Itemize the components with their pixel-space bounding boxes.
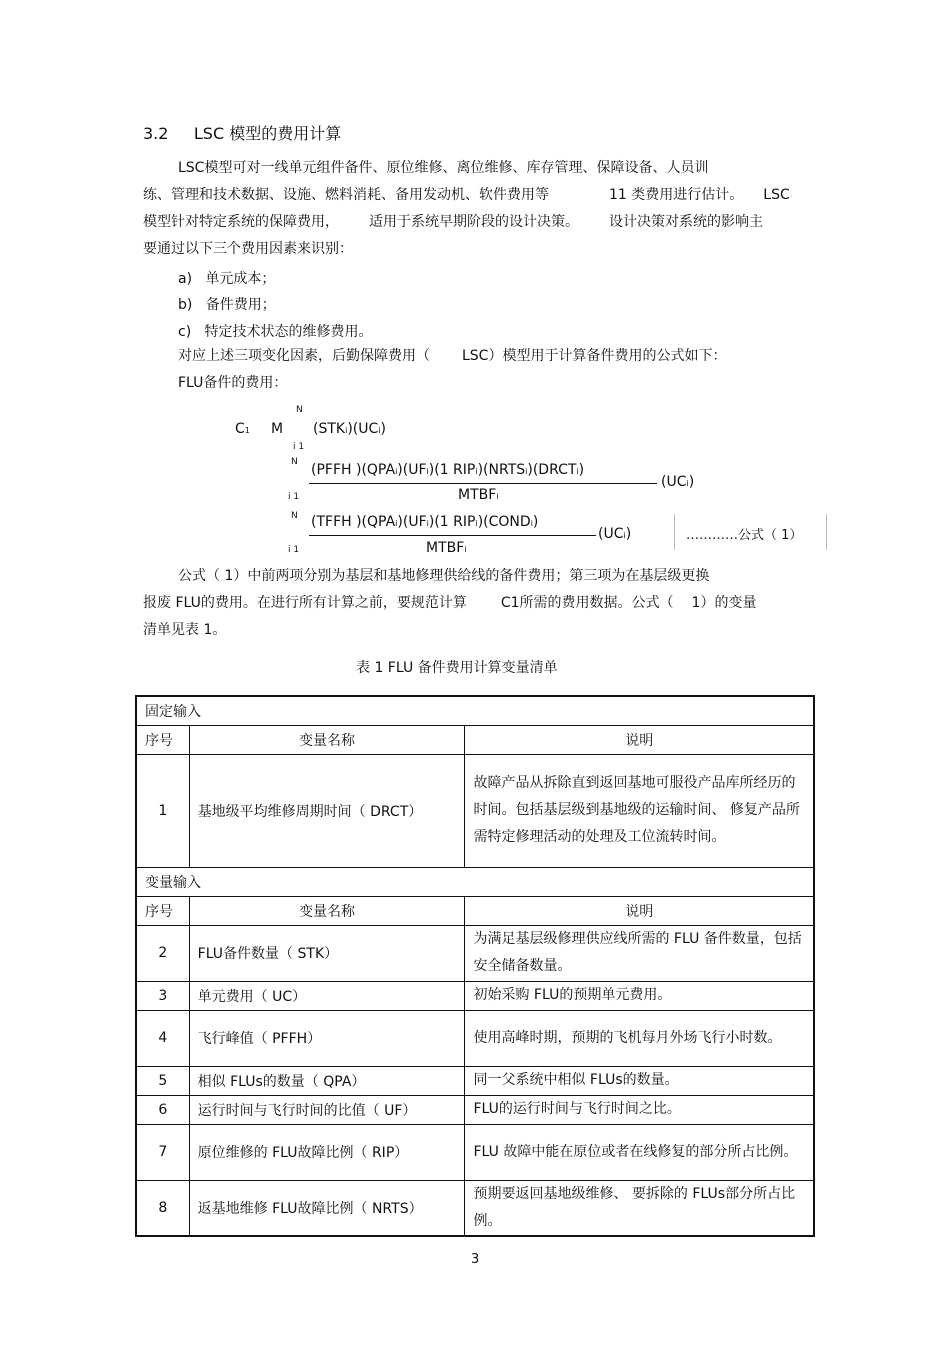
uc-3-b: ) [625,526,632,542]
header-name: 变量名称 [189,725,465,754]
variable-table [135,695,815,1237]
row-no: 4 [136,1010,189,1066]
num-2-c: )(1 RIP [428,462,476,478]
page-number: 3 [471,1252,480,1267]
list-text: 备件费用； [205,297,276,313]
c-symbol: C [235,421,245,437]
intro-line-1: LSC模型可对一线单元组件备件、原位维修、离位维修、库存管理、保障设备、人员训 [178,160,709,176]
row-desc: FLU 故障中能在原位或者在线修复的部分所占比例。 [465,1124,814,1180]
sum-upper-n: N [291,511,298,521]
explanation-line-2a: 报废 FLU的费用。在进行所有计算之前，要规范计算 [143,595,467,611]
formula-intro-line-1b: LSC）模型用于计算备件费用的公式如下： [462,348,727,364]
row-desc: 预期要返回基地级维修、 要拆除的 FLUs部分所占比例。 [465,1180,814,1236]
intro-line-3c: 设计决策对系统的影响主 [609,214,763,230]
list-marker: b) [178,297,193,313]
num-2-d: )(NRTS [477,462,526,478]
num-3-a: (TFFH )(QPA [311,514,396,530]
num-2-a: (PFFH )(QPA [311,462,396,478]
sum-upper-n: N [291,457,298,467]
subscript-i: i [525,467,528,476]
subscript-i: i [378,426,381,435]
subscript-i: i [426,467,429,476]
subscript-i: i [464,545,467,554]
table-row [136,1095,814,1124]
row-no: 6 [136,1095,189,1124]
fraction-line-2 [309,483,657,484]
header-no: 序号 [136,725,189,754]
uc-3-a: (UC [598,526,624,542]
row-no: 1 [136,754,189,867]
subscript-i: i [576,467,579,476]
row-name: 单元费用（ UC） [189,981,465,1010]
list-marker: c) [178,324,192,340]
formula-intro-line-2: FLU备件的费用： [178,375,288,391]
intro-line-4: 要通过以下三个费用因素来识别： [143,241,353,257]
row-no: 8 [136,1180,189,1236]
subscript-i: i [475,519,478,528]
section-heading [143,121,341,144]
subscript-i: i [345,426,348,435]
row-no: 3 [136,981,189,1010]
num-3-d: )(COND [477,514,531,530]
uc-2-a: (UC [661,474,687,490]
formula-label-left-rule [674,514,675,550]
row-desc: 为满足基层级修理供应线所需的 FLU 备件数量，包括安全储备数量。 [465,925,814,981]
uc-2-b: ) [688,474,695,490]
subscript-i: i [395,467,398,476]
list-marker: a) [178,271,193,287]
formula-numerator-2 [311,462,584,478]
formula-m: M [271,421,284,437]
fraction-line-3 [309,535,596,536]
formula-c1 [235,421,250,437]
subscript-i: i [686,479,689,488]
table-section-row [136,696,814,725]
intro-line-2a: 练、管理和技术数据、设施、燃料消耗、备用发动机、软件费用等 [143,187,549,203]
row-name: 返基地维修 FLU故障比例（ NRTS） [189,1180,465,1236]
intro-line-2 [143,182,790,209]
table-row [136,754,814,867]
row-desc: 初始采购 FLU的预期单元费用。 [465,981,814,1010]
term-1-b: )(UC [347,421,379,437]
table-row [136,981,814,1010]
sum-lower-i1: i 1 [288,492,300,502]
row-name: 原位维修的 FLU故障比例（ RIP） [189,1124,465,1180]
formula-intro-line-1 [178,343,726,370]
subscript-i: i [623,531,626,540]
subscript-i: i [496,492,499,501]
num-2-b: )(UF [397,462,427,478]
formula-numerator-3 [311,514,538,530]
table-row [136,1180,814,1236]
subscript-i: i [530,519,533,528]
row-no: 7 [136,1124,189,1180]
table-row [136,925,814,981]
row-name: 相似 FLUs的数量（ QPA） [189,1066,465,1095]
row-name: 基地级平均维修周期时间（ DRCT） [189,754,465,867]
section-title: LSC 模型的费用计算 [193,124,342,143]
term-1-c: ) [380,421,386,437]
table-section-row [136,867,814,896]
row-no: 2 [136,925,189,981]
intro-line-3b: 适用于系统早期阶段的设计决策。 [369,214,579,230]
table-row [136,1124,814,1180]
table-caption: 表 1 FLU 备件费用计算变量清单 [356,660,558,676]
den-3: MTBF [426,540,465,556]
subscript-i: i [395,519,398,528]
header-no: 序号 [136,896,189,925]
row-name: 飞行峰值（ PFFH） [189,1010,465,1066]
formula-label-right-rule [826,514,827,550]
explanation-line-2 [143,590,756,617]
row-desc: 使用高峰时期，预期的飞机每月外场飞行小时数。 [465,1010,814,1066]
table-row [136,1066,814,1095]
sum-upper-n: N [296,405,303,415]
formula-denominator-2 [458,487,499,503]
row-no: 5 [136,1066,189,1095]
explanation-line-1: 公式（ 1）中前两项分别为基层和基地修理供给线的备件费用；第三项为在基层级更换 [178,568,710,584]
table-header-row [136,896,814,925]
table-row [136,1010,814,1066]
intro-line-3a: 模型针对特定系统的保障费用， [143,214,339,230]
list-text: 特定技术状态的维修费用。 [204,324,373,340]
explanation-line-3: 清单见表 1。 [143,622,227,638]
formula-term-1 [313,421,386,437]
row-desc: 故障产品从拆除直到返回基地可服役产品库所经历的时间。包括基层级到基地级的运输时间、 修复产品所需特定修理活动的处理及工位流转时间。 [465,754,814,867]
list-item [178,319,373,346]
section-number: 3.2 [143,124,169,143]
row-name: 运行时间与飞行时间的比值（ UF） [189,1095,465,1124]
term-1-a: (STK [313,421,346,437]
header-name: 变量名称 [189,896,465,925]
num-3-b: )(UF [397,514,427,530]
list-text: 单元成本； [205,271,276,287]
num-2-e: )(DRCT [527,462,577,478]
explanation-line-2b: C1所需的费用数据。公式（ [500,595,674,611]
intro-line-2c: LSC [763,187,790,203]
den-2: MTBF [458,487,497,503]
formula-intro-line-1a: 对应上述三项变化因素，后勤保障费用（ [178,348,430,364]
formula-uc-2 [661,474,694,490]
sum-lower-i1: i 1 [288,545,300,555]
list-item [178,292,276,319]
explanation-line-2c: 1）的变量 [691,595,757,611]
formula-label: …………公式（ 1） [686,528,803,543]
variable-input-label: 变量输入 [136,867,814,896]
num-2-f: ) [578,462,585,478]
list-item [178,266,275,293]
header-desc: 说明 [465,896,814,925]
subscript-i: i [475,467,478,476]
formula-denominator-3 [426,540,467,556]
num-3-c: )(1 RIP [428,514,476,530]
subscript-i: i [426,519,429,528]
intro-line-3 [143,209,763,236]
formula-uc-3 [598,526,631,542]
row-desc: FLU的运行时间与飞行时间之比。 [465,1095,814,1124]
row-name: FLU备件数量（ STK） [189,925,465,981]
num-3-e: ) [532,514,539,530]
fixed-input-label: 固定输入 [136,696,814,725]
c-subscript: 1 [244,426,250,435]
row-desc: 同一父系统中相似 FLUs的数量。 [465,1066,814,1095]
sum-lower-i1: i 1 [293,442,305,452]
header-desc: 说明 [465,725,814,754]
table-header-row [136,725,814,754]
intro-line-2b: 11 类费用进行估计。 [609,187,744,203]
